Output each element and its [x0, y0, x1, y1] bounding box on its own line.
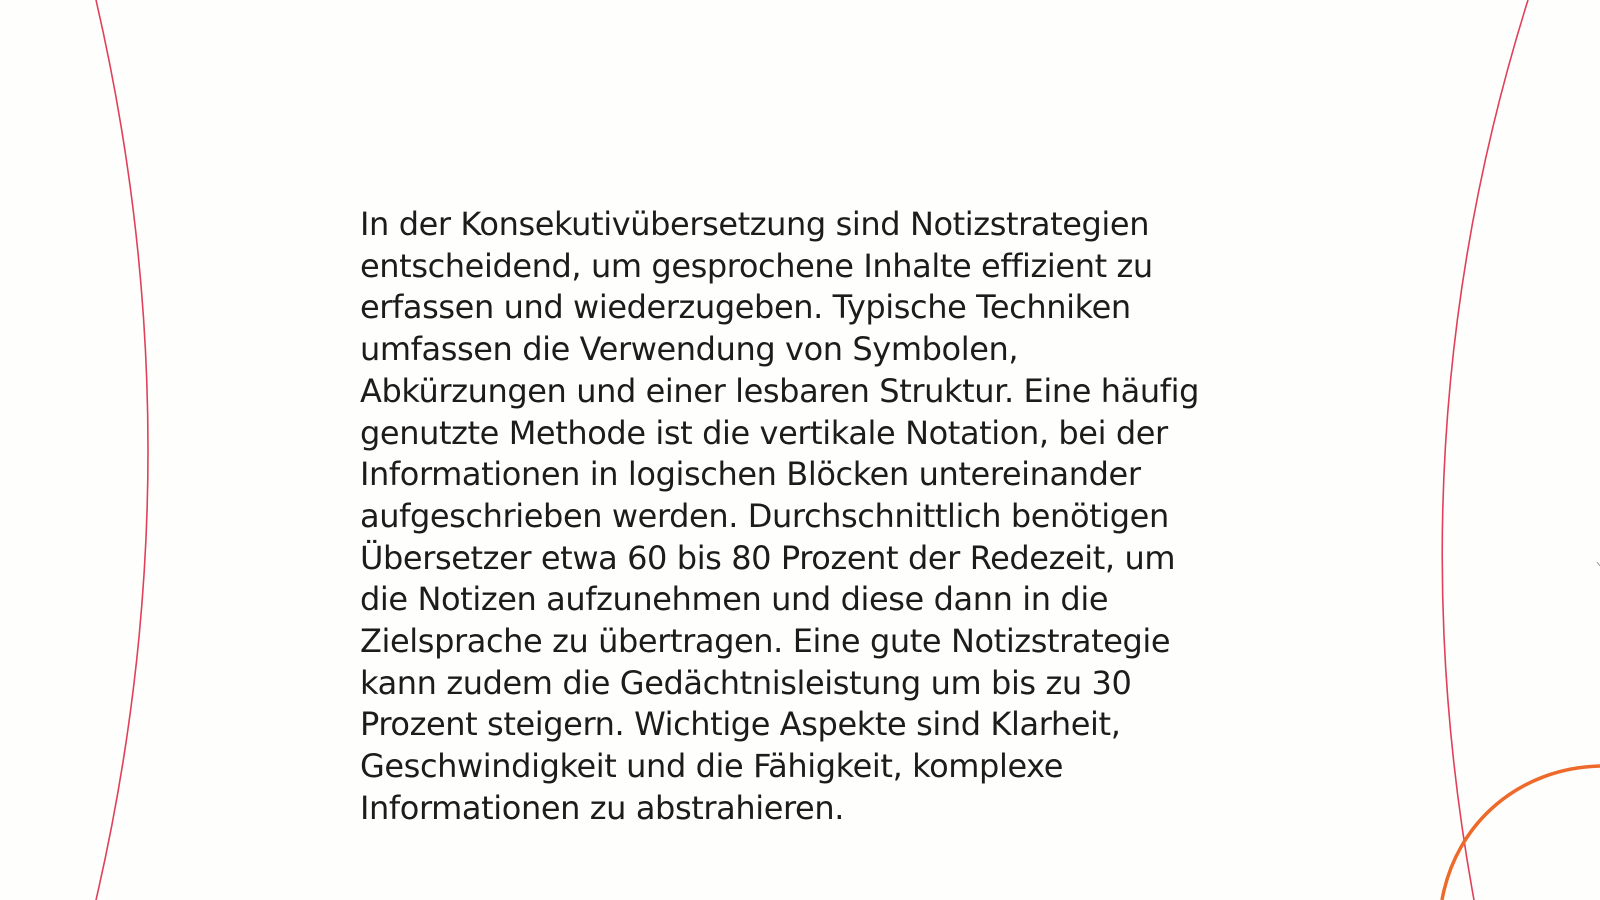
text-line: erfassen und wiederzugeben. Typische Techniken	[360, 288, 1131, 327]
body-paragraph	[360, 204, 1260, 830]
text-line: In der Konsekutivübersetzung sind Notizstrategien	[360, 205, 1150, 243]
text-line: umfassen die Verwendung von Symbolen,	[360, 330, 1019, 369]
text-line: Informationen zu abstrahieren.	[360, 788, 844, 827]
bottom-right-arc-decoration	[1442, 766, 1600, 900]
text-line: Abkürzungen und einer lesbaren Struktur. Eine häufig	[360, 371, 1199, 410]
text-line: kann zudem die Gedächtnisleistung um bis zu 30	[360, 663, 1132, 702]
text-line: Prozent steigern. Wichtige Aspekte sind Klarheit,	[360, 705, 1121, 744]
text-line: die Notizen aufzunehmen und diese dann in die	[360, 580, 1109, 619]
text-line: Informationen in logischen Blöcken untereinander	[360, 455, 1141, 494]
text-line: entscheidend, um gesprochene Inhalte effizient zu	[360, 246, 1153, 285]
text-line: Geschwindigkeit und die Fähigkeit, komplexe	[360, 747, 1064, 786]
left-curve-decoration	[96, 0, 148, 900]
right-curve-decoration	[1442, 0, 1528, 900]
text-line: Zielsprache zu übertragen. Eine gute Notizstrategie	[360, 622, 1171, 661]
text-line: aufgeschrieben werden. Durchschnittlich benötigen	[360, 496, 1169, 535]
text-line: genutzte Methode ist die vertikale Notation, bei der	[360, 413, 1168, 452]
text-line: Übersetzer etwa 60 bis 80 Prozent der Redezeit, um	[360, 538, 1176, 577]
